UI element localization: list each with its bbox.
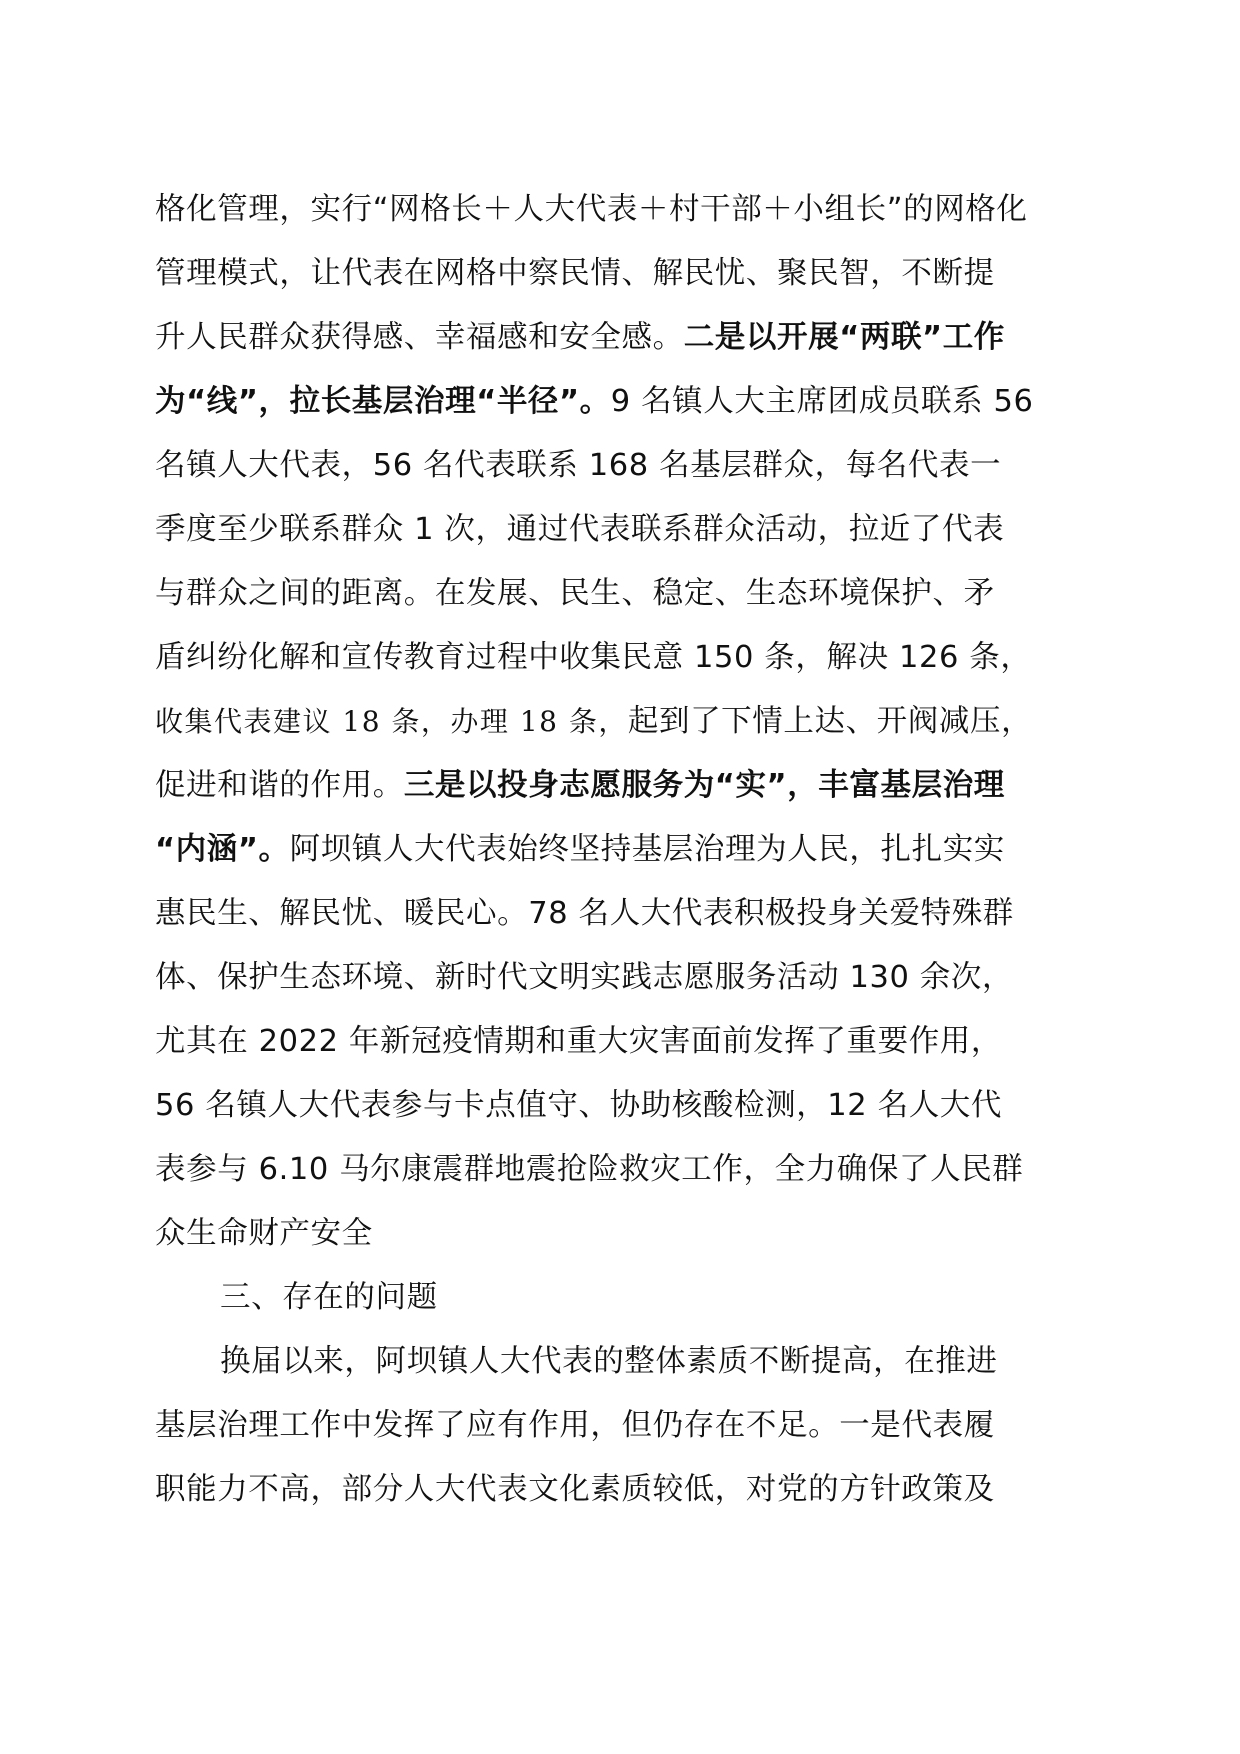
- text-run: 格化管理，实行“网格长＋人大代表＋村干部＋小组长”的网格化: [155, 192, 1028, 227]
- text-line-3: [155, 318, 1085, 358]
- text-line-15: [155, 1086, 1085, 1126]
- text-line-7: [155, 574, 1085, 614]
- text-run: 惠民生、解民忧、暖民心。78 名人大代表积极投身关爱特殊群: [155, 896, 1014, 931]
- text-run: 三、存在的问题: [220, 1280, 438, 1315]
- text-line-9: [155, 702, 1085, 742]
- text-line-16: [155, 1150, 1085, 1190]
- text-line-1: [155, 190, 1085, 230]
- text-run: 季度至少联系群众 1 次，通过代表联系群众活动，拉近了代表: [155, 512, 1005, 547]
- text-line-5: [155, 446, 1085, 486]
- text-run: 职能力不高，部分人大代表文化素质较低，对党的方针政策及: [155, 1472, 995, 1507]
- section-heading: [220, 1278, 1150, 1318]
- text-run: 名镇人大代表，56 名代表联系 168 名基层群众，每名代表一: [155, 448, 1002, 483]
- bold-heading-run: 三是以投身志愿服务为“实”，丰富基层治理: [403, 768, 1005, 803]
- text-line-11: [155, 830, 1085, 870]
- text-run: 表参与 6.10 马尔康震群地震抢险救灾工作，全力确保了人民群: [155, 1152, 1024, 1187]
- text-run: 体、保护生态环境、新时代文明实践志愿服务活动 130 余次，: [155, 960, 1014, 995]
- text-line-12: [155, 894, 1085, 934]
- text-line-17: [155, 1214, 1085, 1254]
- text-line-4: [155, 382, 1085, 422]
- text-run: 管理模式，让代表在网格中察民情、解民忧、聚民智，不断提: [155, 256, 995, 291]
- text-run: 基层治理工作中发挥了应有作用，但仍存在不足。一是代表履: [155, 1408, 995, 1443]
- text-line-8: [155, 638, 1085, 678]
- text-run: 换届以来，阿坝镇人大代表的整体素质不断提高，在推进: [220, 1344, 998, 1379]
- text-line-19: [220, 1342, 1150, 1382]
- text-run: 56 名镇人大代表参与卡点值守、协助核酸检测，12 名人大代: [155, 1088, 1003, 1123]
- text-run: 众生命财产安全: [155, 1216, 373, 1251]
- bold-heading-run: 为“线”，拉长基层治理“半径”。: [155, 384, 611, 419]
- text-line-13: [155, 958, 1085, 998]
- text-line-6: [155, 510, 1085, 550]
- text-line-20: [155, 1406, 1085, 1446]
- text-run: 阿坝镇人大代表始终坚持基层治理为人民，扎扎实实: [289, 832, 1005, 867]
- text-line-2: [155, 254, 1085, 294]
- text-run: 尤其在 2022 年新冠疫情期和重大灾害面前发挥了重要作用，: [155, 1024, 1003, 1059]
- bold-heading-run: “内涵”。: [155, 832, 290, 867]
- serif-text-run: 收集代表建议 18 条，办理 18 条，: [155, 705, 628, 738]
- text-run: 升人民群众获得感、幸福感和安全感。: [155, 320, 684, 355]
- text-run: 与群众之间的距离。在发展、民生、稳定、生态环境保护、矛: [155, 576, 995, 611]
- text-run: 促进和谐的作用。: [155, 768, 404, 803]
- text-run: 起到了下情上达、开阀减压，: [627, 704, 1033, 739]
- text-line-21: [155, 1470, 1085, 1510]
- text-line-10: [155, 766, 1085, 806]
- text-run: 盾纠纷化解和宣传教育过程中收集民意 150 条，解决 126 条，: [155, 640, 1032, 675]
- text-line-14: [155, 1022, 1085, 1062]
- bold-heading-run: 二是以开展“两联”工作: [683, 320, 1005, 355]
- text-run: 9 名镇人大主席团成员联系 56: [610, 384, 1034, 419]
